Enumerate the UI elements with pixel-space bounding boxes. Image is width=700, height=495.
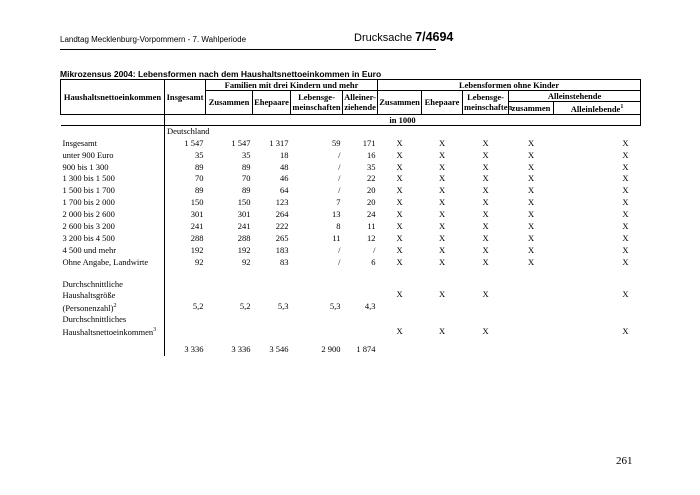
table-cell: 1 547 — [184, 137, 204, 148]
table-cell: X — [438, 209, 446, 220]
doc-number: 7/4694 — [415, 30, 454, 44]
table-cell: X — [438, 325, 446, 336]
table-cell: X — [482, 161, 489, 172]
avg-income-text: Durchschnittliches Haushaltsnettoeinkommen — [62, 313, 154, 337]
table-cell: X — [622, 137, 629, 148]
empty-cell — [343, 269, 378, 279]
table-cell: 6 — [371, 256, 376, 267]
table-row — [61, 257, 641, 269]
col-insgesamt: Insgesamt — [165, 80, 206, 115]
unit-row: in 1000 — [165, 114, 641, 125]
table-cell: 18 — [280, 149, 289, 160]
empty-cell — [463, 125, 509, 137]
table-title: Mikrozensus 2004: Lebensformen nach dem Haushaltsnettoeinkommen in Euro — [60, 69, 382, 79]
table-cell: X — [622, 325, 629, 336]
table-cell: X — [438, 232, 446, 243]
table-cell: 288 — [237, 232, 251, 243]
table-cell: / — [338, 173, 341, 184]
group-without-children: Lebensformen ohne Kinder — [378, 80, 641, 91]
table-cell: X — [396, 232, 403, 243]
table-cell: X — [622, 197, 629, 208]
table-cell: 192 — [237, 244, 251, 255]
row-label: 2 600 bis 3 200 — [61, 221, 165, 233]
table-cell: 70 — [195, 173, 204, 184]
spacer-row — [61, 269, 641, 279]
table-cell: 16 — [367, 149, 376, 160]
empty-cell — [253, 269, 291, 279]
empty-cell — [165, 314, 206, 338]
footnote-ref: 1 — [620, 104, 624, 110]
table-cell: X — [622, 209, 629, 220]
empty-cell — [463, 301, 509, 314]
table-cell: X — [438, 173, 446, 184]
table-cell: 89 — [195, 161, 204, 172]
footnote-ref: 2 — [113, 302, 117, 309]
unit-spacer — [61, 114, 165, 125]
empty-cell — [509, 279, 554, 301]
empty-cell — [422, 125, 463, 137]
page-number: 261 — [616, 455, 633, 467]
empty-cell — [343, 125, 378, 137]
empty-cell — [378, 301, 422, 314]
table-cell: X — [527, 185, 535, 196]
empty-cell — [463, 338, 509, 356]
table-cell: 20 — [367, 185, 376, 196]
doc-label: Drucksache — [354, 32, 413, 44]
empty-cell — [291, 279, 343, 301]
empty-cell — [165, 279, 206, 301]
empty-cell — [343, 279, 378, 301]
table-cell: X — [527, 149, 535, 160]
region-label: Deutschland — [165, 125, 206, 137]
table-cell: 264 — [275, 209, 289, 220]
table-cell: X — [438, 161, 446, 172]
table-row — [61, 233, 641, 245]
table-cell: X — [438, 288, 446, 299]
empty-cell — [378, 125, 422, 137]
row-label: 1 300 bis 1 500 — [61, 173, 165, 185]
table-wrapper — [60, 79, 640, 356]
table-cell: 5,3 — [329, 301, 341, 312]
empty-cell — [554, 269, 641, 279]
table-cell: 46 — [280, 173, 289, 184]
avg-household-text: Durchschnittliche Haushaltsgröße (Personenzahl) — [62, 278, 123, 313]
table-cell: / — [338, 161, 341, 172]
empty-cell — [509, 125, 554, 137]
table-cell: X — [438, 221, 446, 232]
table-cell: 222 — [275, 221, 289, 232]
avg-income-label — [61, 314, 165, 356]
empty-cell — [554, 338, 641, 356]
table-cell: 241 — [237, 221, 251, 232]
row-label: Insgesamt — [61, 138, 165, 150]
table-cell: X — [527, 137, 535, 148]
table-cell: X — [396, 149, 403, 160]
empty-cell — [206, 279, 253, 301]
table-cell: X — [527, 173, 535, 184]
empty-cell — [291, 125, 343, 137]
empty-cell — [554, 125, 641, 137]
table-cell: X — [396, 197, 403, 208]
table-cell: 1 317 — [269, 137, 289, 148]
table-cell: 3 546 — [269, 343, 289, 354]
table-cell: X — [527, 244, 535, 255]
empty-cell — [291, 269, 343, 279]
table-row — [61, 162, 641, 174]
table-cell: 301 — [237, 209, 251, 220]
table-cell: 11 — [367, 221, 376, 232]
table-cell: 192 — [190, 244, 204, 255]
table-cell: 12 — [367, 232, 376, 243]
table-cell: / — [338, 244, 341, 255]
table-cell: 150 — [237, 197, 251, 208]
table-cell: 70 — [242, 173, 251, 184]
table-cell: 1 874 — [356, 343, 376, 354]
row-label: 1 700 bis 2 000 — [61, 197, 165, 209]
table-cell: 92 — [242, 256, 251, 267]
region-spacer — [61, 125, 165, 137]
table-row — [61, 221, 641, 233]
empty-cell — [253, 279, 291, 301]
empty-cell — [165, 269, 206, 279]
empty-cell — [343, 314, 378, 338]
empty-cell — [509, 314, 554, 338]
table-cell: X — [438, 149, 446, 160]
table-cell: 123 — [275, 197, 289, 208]
alleinlebende-label: Alleinlebende — [570, 103, 621, 114]
empty-cell — [422, 301, 463, 314]
table-cell: X — [438, 137, 446, 148]
col-zusammen-2: Zusammen — [378, 91, 422, 115]
table-cell: 265 — [275, 232, 289, 243]
header-rule — [60, 49, 436, 50]
table-body — [61, 125, 641, 355]
row-label: unter 900 Euro — [61, 150, 165, 162]
table-cell: X — [622, 161, 629, 172]
table-cell: 288 — [190, 232, 204, 243]
avg-household-label — [61, 279, 165, 314]
table-cell: 13 — [332, 209, 341, 220]
table-cell: X — [527, 221, 535, 232]
col-lebensgemeinschaften: Lebensge-meinschaften — [292, 92, 341, 113]
empty-cell — [206, 314, 253, 338]
table-cell: X — [438, 244, 446, 255]
table-cell: X — [482, 288, 489, 299]
table-cell: X — [527, 161, 535, 172]
table-cell: 22 — [367, 173, 376, 184]
table-cell: 64 — [280, 185, 289, 196]
table-cell: X — [482, 256, 489, 267]
table-cell: 5,3 — [277, 301, 289, 312]
empty-cell — [554, 301, 641, 314]
table-cell: 35 — [195, 149, 204, 160]
table-cell: X — [527, 232, 535, 243]
table-row — [61, 245, 641, 257]
table-cell: 4,3 — [364, 301, 376, 312]
row-label: 3 200 bis 4 500 — [61, 233, 165, 245]
col-lebensgemeinschaften-2: Lebensge-meinschaften — [464, 92, 513, 113]
table-cell: / — [338, 256, 341, 267]
region-row — [61, 125, 641, 137]
table-cell: X — [482, 209, 489, 220]
avg-income-row — [61, 314, 641, 338]
table-cell: 35 — [242, 149, 251, 160]
table-cell: X — [396, 221, 403, 232]
empty-cell — [422, 338, 463, 356]
table-cell: / — [338, 149, 341, 160]
col-zusammen-lower: zusammen — [509, 102, 554, 115]
table-cell: 59 — [332, 137, 341, 148]
table-cell: X — [482, 149, 489, 160]
table-cell: X — [622, 185, 629, 196]
table-row — [61, 138, 641, 150]
table-cell: X — [396, 244, 403, 255]
table-row — [61, 185, 641, 197]
col-ehepaare-2: Ehepaare — [422, 91, 463, 115]
empty-cell — [206, 269, 253, 279]
table-cell: X — [622, 288, 629, 299]
table-cell: X — [482, 185, 489, 196]
table-cell: X — [622, 221, 629, 232]
table-cell: 89 — [195, 185, 204, 196]
table-cell: X — [438, 256, 446, 267]
row-label: 1 500 bis 1 700 — [61, 185, 165, 197]
empty-cell — [378, 269, 422, 279]
table-cell: X — [396, 325, 403, 336]
empty-cell — [378, 338, 422, 356]
table-cell: 89 — [242, 185, 251, 196]
col-zusammen: Zusammen — [206, 91, 253, 115]
table-cell: 11 — [332, 232, 341, 243]
row-header: Haushaltsnettoeinkommen — [61, 80, 165, 115]
table-cell: X — [482, 244, 489, 255]
empty-cell — [253, 314, 291, 338]
table-cell: X — [482, 173, 489, 184]
income-table — [60, 79, 641, 356]
parliament-header: Landtag Mecklenburg-Vorpommern - 7. Wahlperiode — [60, 35, 247, 44]
empty-cell — [463, 269, 509, 279]
table-cell: X — [396, 288, 403, 299]
col-alleinerziehende: Alleiner-ziehende — [344, 92, 376, 113]
table-cell: 3 336 — [231, 343, 251, 354]
col-alleinlebende — [554, 102, 641, 115]
table-cell: X — [396, 161, 403, 172]
table-cell: X — [482, 232, 489, 243]
table-cell: 150 — [190, 197, 204, 208]
table-cell: / — [373, 244, 376, 255]
empty-cell — [509, 301, 554, 314]
group-alleinstehende: Alleinstehende — [509, 91, 641, 102]
table-cell: 5,2 — [239, 301, 251, 312]
table-cell: X — [622, 173, 629, 184]
row-label: 900 bis 1 300 — [61, 162, 165, 174]
table-cell: X — [622, 244, 629, 255]
spacer-cell — [61, 269, 165, 279]
table-row — [61, 197, 641, 209]
footnote-ref: 3 — [153, 326, 157, 333]
table-cell: X — [396, 173, 403, 184]
table-cell: X — [482, 137, 489, 148]
table-cell: 7 — [336, 197, 341, 208]
empty-cell — [422, 269, 463, 279]
table-row — [61, 173, 641, 185]
col-ehepaare: Ehepaare — [253, 91, 291, 115]
empty-cell — [509, 338, 554, 356]
table-cell: 183 — [275, 244, 289, 255]
row-label: 4 500 und mehr — [61, 245, 165, 257]
document-number — [354, 30, 453, 44]
table-cell: 89 — [242, 161, 251, 172]
table-cell: 1 547 — [231, 137, 251, 148]
table-cell: 35 — [367, 161, 376, 172]
table-cell: 301 — [190, 209, 204, 220]
avg-household-row — [61, 279, 641, 301]
table-cell: 2 900 — [321, 343, 341, 354]
table-cell: X — [396, 137, 403, 148]
table-cell: 48 — [280, 161, 289, 172]
table-cell: X — [482, 221, 489, 232]
table-cell: 83 — [280, 256, 289, 267]
table-cell: 5,2 — [192, 301, 204, 312]
table-cell: X — [482, 197, 489, 208]
row-label: Ohne Angabe, Landwirte — [61, 257, 165, 269]
empty-cell — [206, 125, 253, 137]
table-cell: 3 336 — [184, 343, 204, 354]
table-cell: 92 — [195, 256, 204, 267]
empty-cell — [253, 125, 291, 137]
table-cell: X — [396, 185, 403, 196]
table-cell: X — [622, 232, 629, 243]
table-row — [61, 209, 641, 221]
table-cell: X — [622, 256, 629, 267]
table-cell: 171 — [362, 137, 376, 148]
empty-cell — [291, 314, 343, 338]
table-cell: X — [622, 149, 629, 160]
table-cell: X — [482, 325, 489, 336]
table-cell: X — [438, 197, 446, 208]
row-label: 2 000 bis 2 600 — [61, 209, 165, 221]
table-cell: 20 — [367, 197, 376, 208]
table-cell: X — [396, 256, 403, 267]
table-cell: X — [527, 209, 535, 220]
table-cell: X — [527, 197, 535, 208]
table-cell: 24 — [367, 209, 376, 220]
table-row — [61, 150, 641, 162]
group-with-children: Familien mit drei Kindern und mehr — [206, 80, 378, 91]
table-cell: X — [527, 256, 535, 267]
table-cell: 8 — [336, 221, 341, 232]
table-cell: X — [396, 209, 403, 220]
empty-cell — [509, 269, 554, 279]
table-cell: 241 — [190, 221, 204, 232]
table-cell: / — [338, 185, 341, 196]
table-cell: X — [438, 185, 446, 196]
